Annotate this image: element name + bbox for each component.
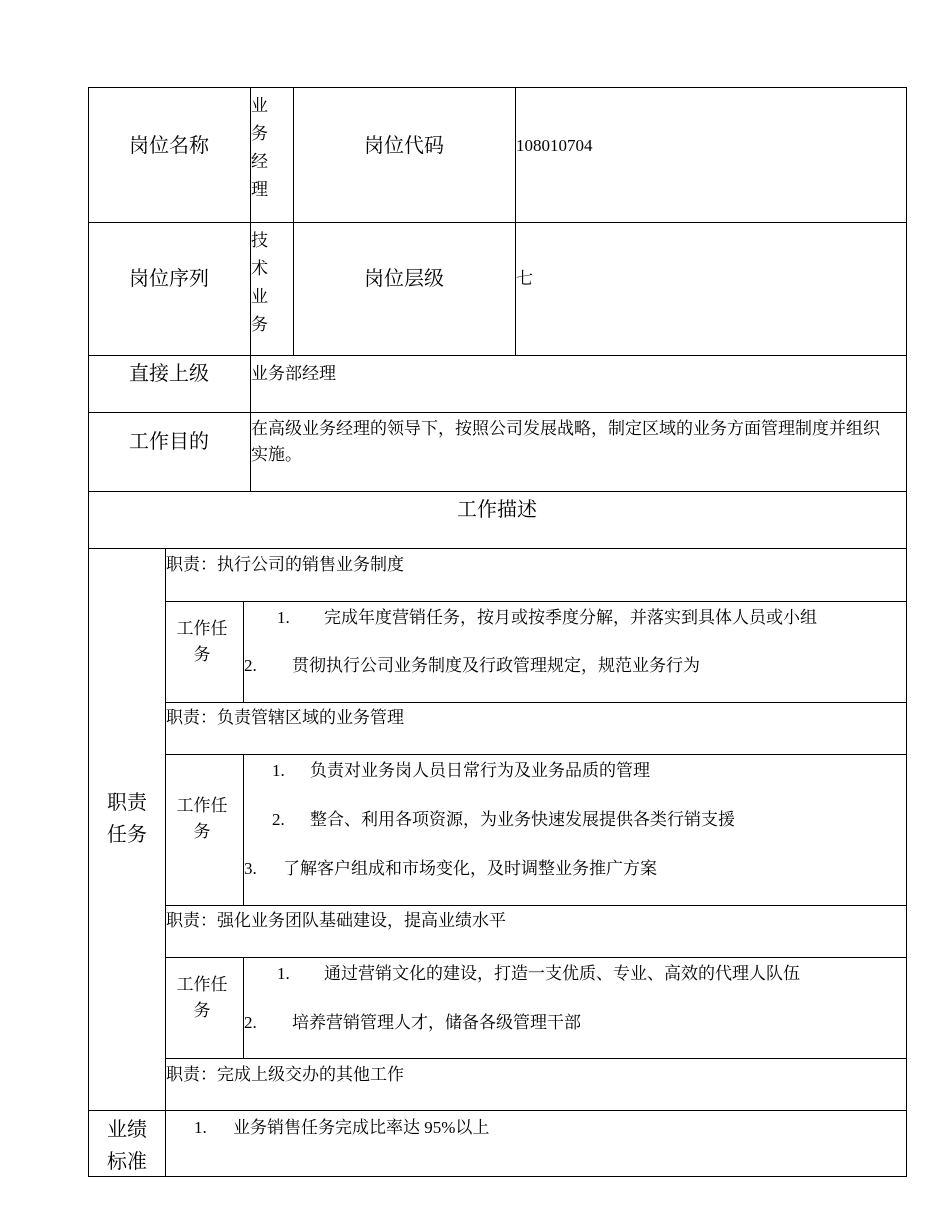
duty-3: 职责：强化业务团队基础建设，提高业绩水平: [166, 911, 506, 930]
duty-4: 职责：完成上级交办的其他工作: [166, 1065, 404, 1084]
task-2-3-num: 3.: [244, 859, 257, 878]
task-label-1-line2: 务: [193, 645, 211, 664]
task-2-2-num: 2.: [272, 810, 285, 829]
purpose-value: 在高级业务经理的领导下，按照公司发展战略，制定区域的业务方面管理制度并组织实施。: [251, 419, 880, 464]
duties-label-line2: 任务: [107, 824, 147, 846]
duty-2: 职责：负责管辖区域的业务管理: [166, 708, 404, 727]
task-2-2-text: 整合、利用各项资源，为业务快速发展提供各类行销支援: [310, 810, 735, 829]
task-1-1-num: 1.: [277, 608, 290, 627]
task-3-1-text: 通过营销文化的建设，打造一支优质、专业、高效的代理人队伍: [324, 964, 800, 983]
job-name-value: 业务经理: [251, 96, 268, 199]
job-code-value: 108010704: [516, 136, 593, 155]
task-label-2-line1: 工作任: [176, 796, 228, 815]
job-level-label: 岗位层级: [364, 268, 444, 290]
task-1-2-num: 2.: [244, 656, 257, 675]
superior-label: 直接上级: [129, 363, 209, 385]
duty-1: 职责：执行公司的销售业务制度: [166, 555, 404, 574]
task-label-3-line1: 工作任: [176, 975, 228, 994]
job-level-value: 七: [516, 269, 533, 288]
task-3-2-text: 培养营销管理人才，储备各级管理干部: [292, 1013, 581, 1032]
job-sequence-label: 岗位序列: [129, 268, 209, 290]
task-1-1-text: 完成年度营销任务，按月或按季度分解，并落实到具体人员或小组: [324, 608, 817, 627]
job-sequence-value: 技术业务: [251, 231, 268, 334]
task-2-1-num: 1.: [272, 761, 285, 780]
purpose-label: 工作目的: [129, 431, 209, 453]
task-label-2-line2: 务: [193, 822, 211, 841]
task-2-1-text: 负责对业务岗人员日常行为及业务品质的管理: [310, 761, 650, 780]
task-label-3-line2: 务: [193, 1001, 211, 1020]
task-label-1-line1: 工作任: [176, 619, 228, 638]
task-1-2-text: 贯彻执行公司业务制度及行政管理规定，规范业务行为: [292, 656, 700, 675]
performance-item-1-text: 业务销售任务完成比率达 95%以上: [233, 1118, 490, 1137]
section-title: 工作描述: [457, 499, 537, 521]
task-2-3-text: 了解客户组成和市场变化，及时调整业务推广方案: [283, 859, 657, 878]
task-3-2-num: 2.: [244, 1013, 257, 1032]
performance-item-1-num: 1.: [194, 1118, 207, 1137]
task-3-1-num: 1.: [277, 964, 290, 983]
superior-value: 业务部经理: [251, 364, 336, 383]
job-name-label: 岗位名称: [129, 135, 209, 157]
performance-label-line1: 业绩: [107, 1119, 147, 1141]
duties-label-line1: 职责: [107, 792, 147, 814]
performance-label-line2: 标准: [107, 1151, 147, 1173]
job-code-label: 岗位代码: [364, 135, 444, 157]
